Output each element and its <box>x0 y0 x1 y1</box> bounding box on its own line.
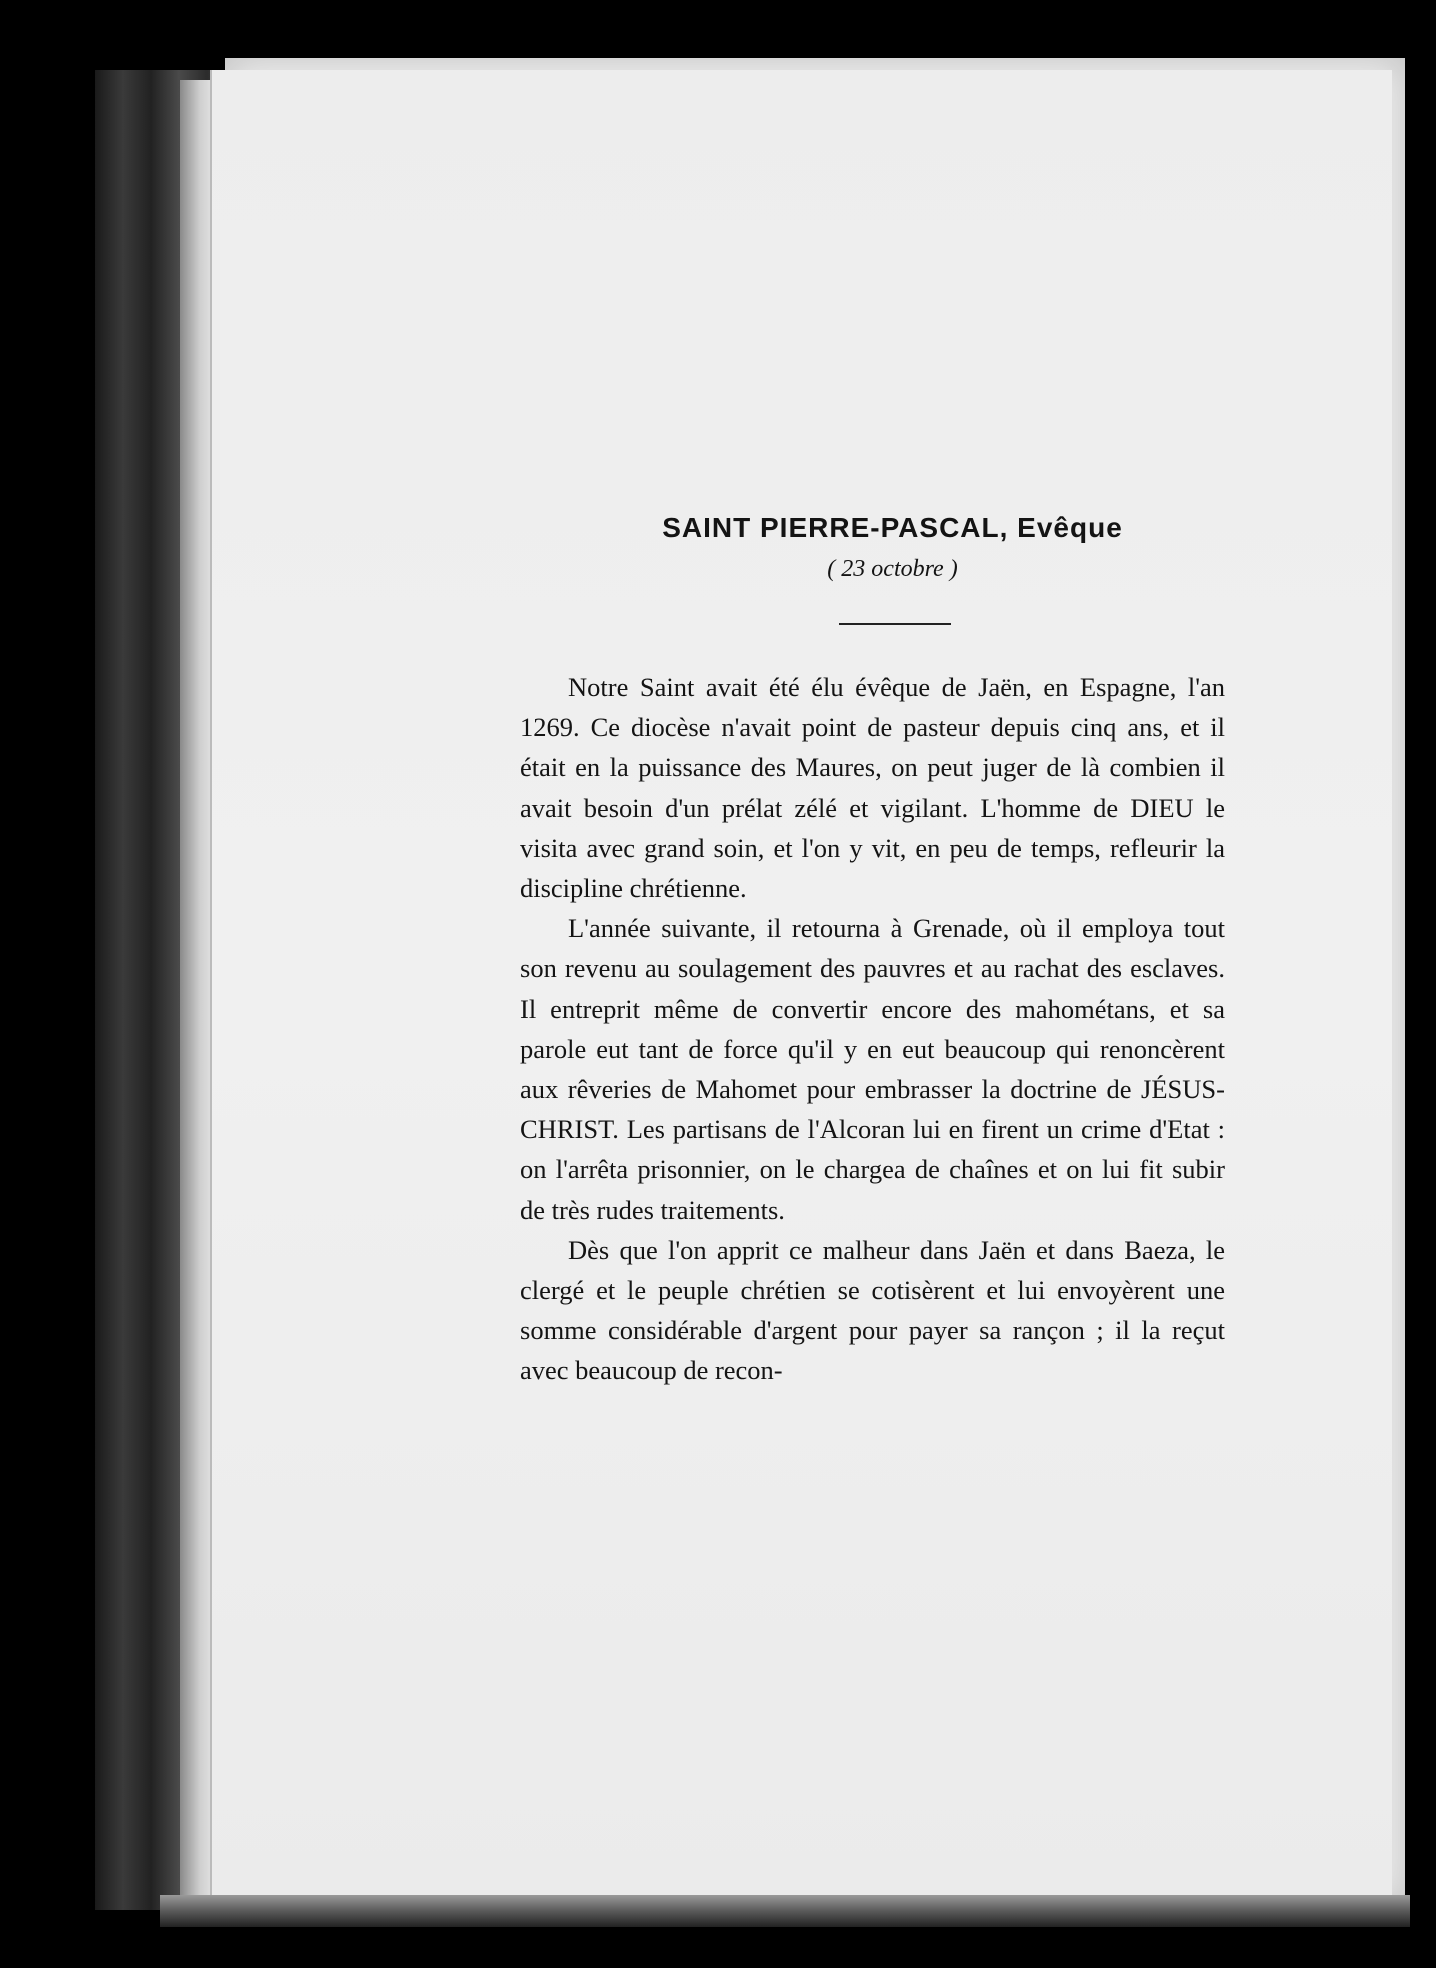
paragraph: Dès que l'on apprit ce malheur dans Jaën et dans Baeza, le clergé et le peuple chrétien se cotisèrent et lui envoyèrent une somme considérable d'argent pour payer sa rançon ; il la reçut avec beaucoup de recon- <box>520 1234 1225 1386</box>
feast-date: ( 23 octobre ) <box>827 556 958 582</box>
paragraph: Notre Saint avait été élu évêque de Jaën, en Espagne, l'an 1269. Ce diocèse n'avait point de pasteur depuis cinq ans, et il était en la puissance des Maures, on peut juger de là combien il avait besoin d'un prélat zélé et vigilant. L'homme de DIEU le visita avec grand soin, et l'on y vit, en peu de temps, refleurir la discipline chrétienne. <box>520 672 1225 904</box>
chapter-title: SAINT PIERRE-PASCAL, Evêque <box>662 512 1123 543</box>
page-content <box>520 512 1225 1391</box>
book-bottom-edge <box>160 1895 1410 1927</box>
paragraph: L'année suivante, il retourna à Grenade, où il employa tout son revenu au soulagement des pauvres et au rachat des esclaves. Il entreprit même de convertir encore des mahométans, et sa parole eut tant de force qu'il y en eut beaucoup qui renoncèrent aux rêveries de Mahomet pour embrasser la doctrine de JÉSUS-CHRIST. Les partisans de l'Alcoran lui en firent un crime d'Etat : on l'arrêta prisonnier, on le chargea de chaînes et on lui fit subir de très rudes traitements. <box>520 913 1225 1225</box>
title-divider <box>839 623 951 625</box>
body-text <box>520 667 1225 1391</box>
